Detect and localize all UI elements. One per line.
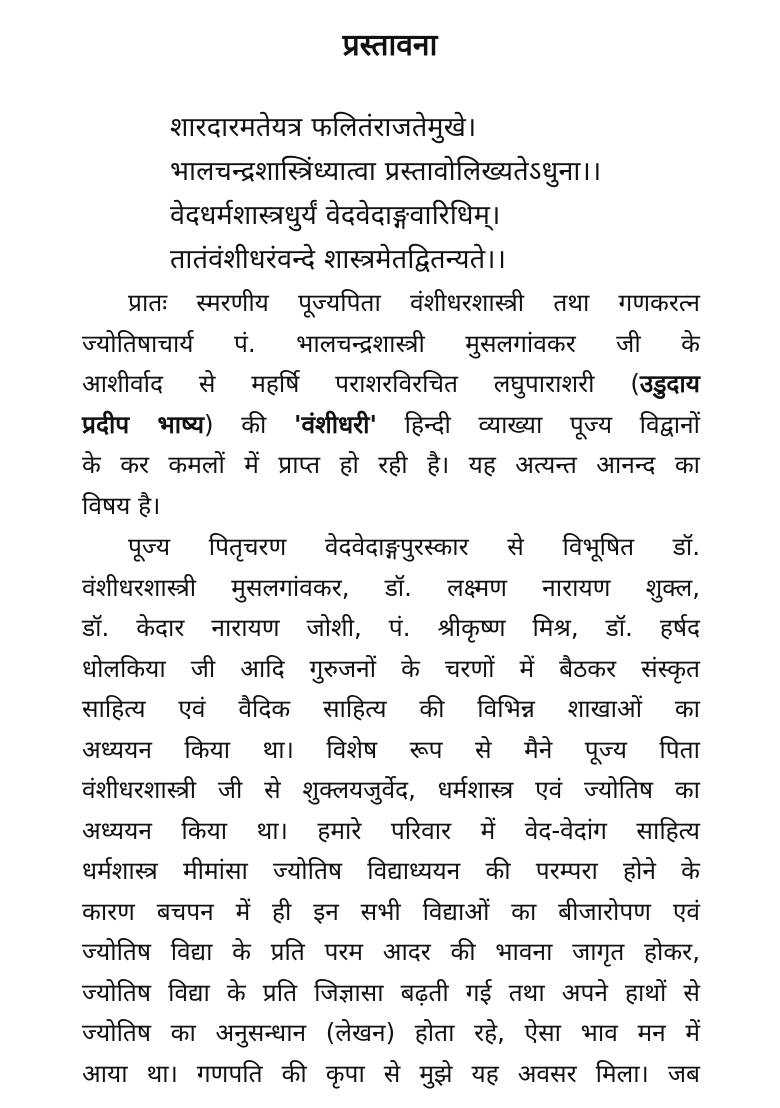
page-title: प्रस्तावना	[342, 28, 438, 63]
para1-line-4-text-b: हिन्दी व्याख्या पूज्य विद्वानों	[377, 409, 700, 439]
para2-line-14: आया था। गणपति की कृपा से मुझे यह अवसर मिला। जब	[82, 1058, 700, 1088]
para2-line-7: वंशीधरशास्त्री जी से शुक्लयजुर्वेद, धर्मशास्त्र एवं ज्योतिष का	[82, 775, 700, 804]
para2-line-11: ज्योतिष विद्या के प्रति परम आदर की भावना जागृत होकर,	[82, 937, 700, 966]
verse-line-3: वेदधर्मशास्त्रधुर्यं वेदवेदाङ्गवारिधिम्।	[170, 200, 501, 231]
para1-line-4-bold: प्रदीप भाष्य	[82, 409, 205, 439]
para2-line-1: पूज्य पितृचरण वेदवेदाङ्गपुरस्कार से विभूषित डॉ.	[128, 532, 700, 561]
para1-line-4-text-a: ) की	[204, 409, 294, 439]
para1-line-3-text: आशीर्वाद से महर्षि पराशरविरचित लघुपाराशरी (	[82, 369, 640, 398]
para1-line-4-bold-quote: 'वंशीधरी'	[293, 409, 378, 439]
para2-line-5: साहित्य एवं वैदिक साहित्य की विभिन्न शाखाओं का	[82, 694, 700, 723]
verse-line-1: शारदारमतेयत्र फलितंराजतेमुखे।	[170, 112, 477, 143]
para1-line-6: विषय है।	[82, 490, 161, 520]
para2-line-6: अध्ययन किया था। विशेष रूप से मैने पूज्य पिता	[82, 734, 700, 764]
paragraph-2	[82, 527, 700, 1094]
para2-line-8: अध्ययन किया था। हमारे परिवार में वेद-वेदांग साहित्य	[82, 815, 700, 845]
para2-line-10: कारण बचपन में ही इन सभी विद्याओं का बीजारोपण एवं	[82, 896, 700, 926]
para2-line-4: धोलकिया जी आदि गुरुजनों के चरणों में बैठकर संस्कृत	[82, 653, 700, 683]
para1-line-1: प्रातः स्मरणीय पूज्यपिता वंशीधरशास्त्री तथा गणकरत्न	[128, 288, 700, 317]
para2-line-3: डॉ. केदार नारायण जोशी, पं. श्रीकृष्ण मिश्र, डॉ. हर्षद	[82, 613, 700, 642]
para1-line-5: के कर कमलों में प्राप्त हो रही है। यह अत्यन्त आनन्द का	[82, 450, 700, 479]
paragraph-1	[82, 283, 700, 526]
para2-line-13: ज्योतिष का अनुसन्धान (लेखन) होता रहे, ऐसा भाव मन में	[82, 1018, 700, 1047]
verse-line-2: भालचन्द्रशास्त्रिंध्यात्वा प्रस्तावोलिख्यतेऽधुना।।	[170, 156, 602, 187]
verse-line-4: तातंवंशीधरंवन्दे शास्त्रमेतद्वितन्यते।।	[170, 244, 507, 275]
para1-line-2: ज्योतिषाचार्य पं. भालचन्द्रशास्त्री मुसलगांवकर जी के	[82, 328, 700, 358]
para1-line-4	[82, 405, 700, 446]
para2-line-2: वंशीधरशास्त्री मुसलगांवकर, डॉ. लक्ष्मण नारायण शुक्ल,	[82, 572, 700, 602]
opening-verse	[170, 106, 730, 282]
para2-line-9: धर्मशास्त्र मीमांसा ज्योतिष विद्याध्ययन की परम्परा होने के	[82, 856, 700, 885]
para1-line-3	[82, 364, 700, 405]
para2-line-12: ज्योतिष विद्या के प्रति जिज्ञासा बढ़ती गई तथा अपने हाथों से	[82, 977, 700, 1007]
para1-line-3-bold: उडुदाय	[639, 369, 700, 398]
